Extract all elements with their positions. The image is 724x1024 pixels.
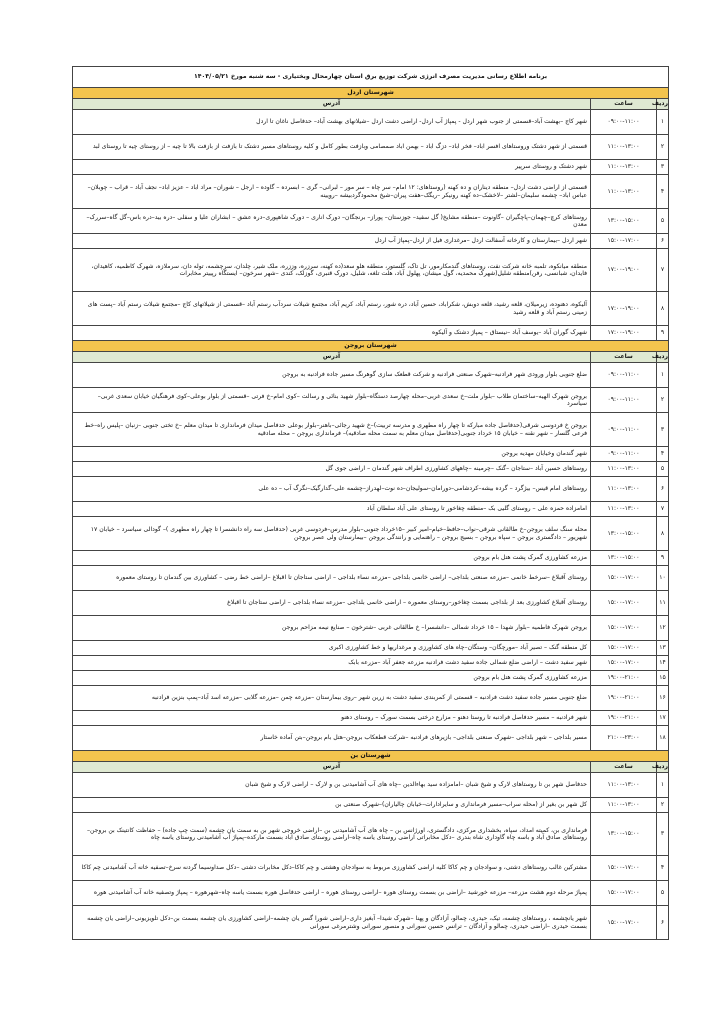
row-address: شهر گندمان وخیابان مهدیه بروجن <box>73 447 591 462</box>
row-address: کل شهر بن بغیر از (محله سراب–مسیر فرمانداری و سایرادارات–خیابان چالیاران)–شهرک صنعتی بن <box>73 798 591 813</box>
row-time: ۰۹:۰۰-۱۱:۰۰ <box>591 110 657 135</box>
row-number: ۱۴ <box>657 656 669 671</box>
table-row <box>73 135 669 160</box>
table-row <box>73 462 669 477</box>
table-row <box>73 591 669 616</box>
header-address: آدرس <box>73 99 591 110</box>
row-time: ۱۵:۰۰-۱۷:۰۰ <box>591 656 657 671</box>
section-title: شهرستان بروجن <box>73 341 669 352</box>
row-number: ۲ <box>657 388 669 413</box>
row-address: بروجن شهرک فاطمیه –بلوار شهدا – ۱۵ خرداد شمالی –دانشسرا– خ طالقانی غربی –شترخون – صنایع نیمه مزاحم بروجن <box>73 616 591 641</box>
row-number: ۵ <box>657 881 669 906</box>
row-number: ۱۵ <box>657 671 669 686</box>
header-time: ساعت <box>591 99 657 110</box>
table-row <box>73 813 669 856</box>
header-address: آدرس <box>73 352 591 363</box>
table-row <box>73 388 669 413</box>
row-time: ۱۹:۰۰-۲۱:۰۰ <box>591 711 657 726</box>
row-number: ۱ <box>657 363 669 388</box>
table-row <box>73 209 669 234</box>
row-time: ۱۵:۰۰-۱۷:۰۰ <box>591 616 657 641</box>
table-row <box>73 856 669 881</box>
table-row <box>73 249 669 292</box>
table-row <box>73 686 669 711</box>
row-time: ۰۹:۰۰-۱۱:۰۰ <box>591 447 657 462</box>
row-time: ۱۵:۰۰-۱۷:۰۰ <box>591 906 657 940</box>
row-address: قسمتی از اراضی دشت اردل– منطقه دیناران و ده کهنه (روستاهای: ۱۲ امام– سر چاه – سر مور – لبرانی– گری – ابسرده – گاوده – ارجل – شوران– مراد اباد – عزیز اباد– نجف آباد – قراب – چوبلان– عباس اباد– چشمه سلیمان–لشتر –لاخشک–ده کهنه رونیکر –ریگک–هفت پیران–شیخ محمودگردبیشه –رویینه <box>73 175 591 209</box>
title-row <box>73 67 669 88</box>
section-title: شهرستان بن <box>73 751 669 762</box>
row-address: روستای آقبلاغ –سرخط خانمی –مزرعه صنعتی بلداجی– اراضی خانمی بلداجی –مزرعه نساء بلداجی – اراضی ستاجان تا اقبلاغ –اراضی خط رضی – کشاورزی بین گندمان تا روستای معموره <box>73 566 591 591</box>
row-number: ۷ <box>657 502 669 517</box>
row-time: ۱۵:۰۰-۱۷:۰۰ <box>591 234 657 249</box>
row-address: شهر دشتک و روستای سرپیر <box>73 160 591 175</box>
row-address: مزرعه کشاورزی گمرک پشت هتل بام بروجن <box>73 551 591 566</box>
row-time: ۱۵:۰۰-۱۷:۰۰ <box>591 881 657 906</box>
section-header-row <box>73 751 669 762</box>
table-row <box>73 326 669 341</box>
row-number: ۹ <box>657 326 669 341</box>
table-row <box>73 726 669 751</box>
row-number: ۸ <box>657 517 669 551</box>
row-number: ۱ <box>657 110 669 135</box>
row-number: ۵ <box>657 209 669 234</box>
section-header-row <box>73 88 669 99</box>
row-time: ۱۳:۰۰-۱۵:۰۰ <box>591 813 657 856</box>
row-time: ۱۱:۰۰-۱۳:۰۰ <box>591 798 657 813</box>
row-address: فرمانداری بن، کمیته امداد، سپاه، بخشداری مرکزی، دادگستری، اورژانس بن – چاه های آب آشامیدنی بن –اراضی خروجی شهر بن به سمت یان چشمه (سمت چپ جاده) – حفاظت کانتینک بن بروجن–روستاهای صادق آباد و باسه چاه گاوداری شاه بندری –دکل مخابراتی اراضی روستای یاسه چاه–اراضی روستای صادق اباد بسمت مارکده–پمپاژ آب آشامیدنی روستای یاسه چاه <box>73 813 591 856</box>
row-address: ضلع جنوبی مسیر جاده سفید دشت فرادنبه – قسمتی از کمربندی سفید دشت به زرین شهر –روی بیمارستان –مزرعه چمن –مزرعه گلابی –مزرعه اسد آباد–پمپ بنزین فرادنبه <box>73 686 591 711</box>
row-number: ۳ <box>657 160 669 175</box>
row-time: ۱۱:۰۰-۱۳:۰۰ <box>591 175 657 209</box>
row-address: حدفاصل شهر بن تا روستاهای لارک و شیخ شبان –امامزاده سید بهاءالدین –چاه های آب آشامیدنی بن و لارک – اراضی لارک و شیخ شبان <box>73 773 591 798</box>
row-time: ۰۹:۰۰-۱۱:۰۰ <box>591 413 657 447</box>
row-address: ضلع جنوبی بلوار ورودی شهر فرادنبه–شهرک صنعتی فرادنبه و شرکت قطعک سازی گوهرنگ مسیر جاده فرادنبه به بروجن <box>73 363 591 388</box>
table-row <box>73 641 669 656</box>
row-time: ۱۹:۰۰-۲۱:۰۰ <box>591 686 657 711</box>
row-time: ۰۹:۰۰-۱۱:۰۰ <box>591 388 657 413</box>
row-address: روستاهای امام قیس– بیژگرد – گرده بیشه–کردشامی–دورامان–سولیجان–ده نوت–لهدراز–چشمه علی–گدارگیک–نگرگ آب – ده علی <box>73 477 591 502</box>
section-header-row <box>73 341 669 352</box>
row-time: ۱۹:۰۰-۲۱:۰۰ <box>591 671 657 686</box>
table-row <box>73 234 669 249</box>
row-address: روستای آقبلاغ کشاورزی بعد از بلداجی بسمت چغاخور–روستای معموره – اراضی خانمی بلداجی –مزرعه نساء بلداجی – اراضی ستاجان تا اقبلاغ <box>73 591 591 616</box>
row-time: ۱۱:۰۰-۱۳:۰۰ <box>591 477 657 502</box>
row-address: شهرک گوران آباد –یوسف آباد –نیستاق – پمپاژ دشتک و آلیکوه <box>73 326 591 341</box>
table-row <box>73 517 669 551</box>
table-row <box>73 502 669 517</box>
row-number: ۲ <box>657 798 669 813</box>
table-row <box>73 363 669 388</box>
row-address: شهر کاج –بهشت آباد–قسمتی از جنوب شهر اردل - پمپاژ آب اردل- اراضی دشت اردل –شیلانهای بهشت آباد– حدفاصل ناغان تا اردل <box>73 110 591 135</box>
row-time: ۱۳:۰۰-۱۵:۰۰ <box>591 209 657 234</box>
table-row <box>73 671 669 686</box>
row-address: آلیکوه، دهنوده، زیرمیلان، قلعه رشید، قلعه دوبش، شکراباد، حسین آباد، دره شور، رستم آباد، کریم آباد، مجتمع شیلات سردآب رستم آباد –قسمتی از شیلاتهای کاج –مجتمع شیلات رستم آباد –پست های زمینی رستم آباد و قلعه رشید <box>73 292 591 326</box>
row-address: شهر فرادنبه – مسیر حدفاصل فرادنبه تا روستا دهنو – مزارع درختی بسمت سورک – روستای دهنو <box>73 711 591 726</box>
row-time: ۱۵:۰۰-۱۷:۰۰ <box>591 591 657 616</box>
row-time: ۱۱:۰۰-۱۳:۰۰ <box>591 462 657 477</box>
row-address: امامزاده حمزه علی – روستای گلیی بک –منطقه چغاخور تا روستای علی آباد سلطان آباد <box>73 502 591 517</box>
row-time: ۱۳:۰۰-۱۵:۰۰ <box>591 517 657 551</box>
section-title: شهرستان اردل <box>73 88 669 99</box>
row-number: ۴ <box>657 175 669 209</box>
row-number: ۶ <box>657 234 669 249</box>
header-time: ساعت <box>591 762 657 773</box>
row-number: ۴ <box>657 856 669 881</box>
table-row <box>73 566 669 591</box>
row-time: ۱۱:۰۰-۱۳:۰۰ <box>591 773 657 798</box>
row-address: منطقه میانکوه، تلمبه خانه شرکت نفت، روستاهای گندمکارمور، تل تاک، گلستور، منطقه هلو سعد(ده کهنه، سرزره، وززره، ملک شیر، چلدان، سرچشمه، توله دان، سرملازه، شهرک کاظمیه، کاهیدان، فایدان، شبانسی، رفن)منطقه شلیل(شهرک محمدیه، گول میشان، پهلول آباد، هلت تلغه، شلیل، دورک قنبری، گوزلک، کندی –شهر سرخون– ایستگاه رپییتر مخابرات <box>73 249 591 292</box>
row-number: ۱۳ <box>657 641 669 656</box>
table-row <box>73 711 669 726</box>
table-row <box>73 110 669 135</box>
row-address: کل منطقه گنک – تصیر آباد –مورچگان– وستگان–چاه های کشاورزی و مرغداریها و خط کشاورزی اکبری <box>73 641 591 656</box>
header-time: ساعت <box>591 352 657 363</box>
row-address: روستاهای حسین آباد –ستاجان –گنک –چرمینه –چاههای کشاورزی اطراف شهر گندمان – اراضی جوی گل <box>73 462 591 477</box>
row-number: ۶ <box>657 477 669 502</box>
row-number: ۸ <box>657 292 669 326</box>
row-number: ۱۷ <box>657 711 669 726</box>
row-time: ۱۷:۰۰-۱۹:۰۰ <box>591 292 657 326</box>
row-time: ۱۱:۰۰-۱۳:۰۰ <box>591 160 657 175</box>
row-number: ۱۲ <box>657 616 669 641</box>
column-header-row <box>73 99 669 110</box>
row-number: ۷ <box>657 249 669 292</box>
row-number: ۶ <box>657 906 669 940</box>
row-time: ۱۵:۰۰-۱۷:۰۰ <box>591 641 657 656</box>
row-number: ۱۸ <box>657 726 669 751</box>
table-row <box>73 906 669 940</box>
row-time: ۱۷:۰۰-۱۹:۰۰ <box>591 326 657 341</box>
table-row <box>73 616 669 641</box>
page-title: برنامه اطلاع رسانی مدیریت مصرف انرژی شرکت توزیع برق استان چهارمحال وبختیاری - سه شنبه مورخ ۱۴۰۴/۰۵/۲۱ <box>73 67 669 88</box>
row-number: ۱۰ <box>657 566 669 591</box>
header-num: ردیف <box>657 352 669 363</box>
table-row <box>73 175 669 209</box>
row-address: محله سنگ سلف بروجن–خ طالقانی شرقی–نواب–حافظ–خیام–امیر کبیر –۱۵خرداد جنوبی–بلوار مدرس–فردوسی غربی (حدفاصل سه راه دانشسرا تا چهار راه مطهری )– گودالی سیاسرد – خیابان ۱۷ شهریور – دادگستری بروجن – سپاه بروجن – بسیج بروجن – راهنمایی و رانندگی بروجن –بیمارستان ولی عصر بروجن <box>73 517 591 551</box>
row-time: ۱۳:۰۰-۱۵:۰۰ <box>591 551 657 566</box>
table-row <box>73 656 669 671</box>
row-address: شهر یانچشمه ، روستاهای چشمه، تیک، حیدری، چمالو، آزادگان و پهنا –شهرک شیدا– آبغیز داری–اراضی شورا گسر یان چشمه–اراضی کشاورزی یان چشمه بسمت بن–دکل تلویزیونی–اراضی یان چشمه بسمت حیدری –اراضی حیدری، چمالو و آزادگان – ترانس حسین سورانی و منصور سورانی وشترمرغی سورانی <box>73 906 591 940</box>
table-row <box>73 773 669 798</box>
table-row <box>73 881 669 906</box>
table-row <box>73 798 669 813</box>
row-number: ۴ <box>657 447 669 462</box>
row-number: ۳ <box>657 813 669 856</box>
row-address: روستاهای کرچ–چهمان–پاچگیران –گاونوت –منطقه مشایخ( گل سفید– جوزستان– پوراز– برنجگان– دورک اناری – دورک شاهپوری–دره عشق – ابشاران علیا و سفلی –دره بید–دره باس–گل گاه–سررک–معدن <box>73 209 591 234</box>
header-address: آدرس <box>73 762 591 773</box>
row-number: ۱ <box>657 773 669 798</box>
row-address: قسمتی از شهر دشتک وروستاهای افسر اباد– فخر اباد– دزگ اباد – بهمن اباد صمصامی وبازفت بطور کامل و کلیه روستاهای مسیر دشتک تا بازفت از بازفت بالا تا چیه – از روستای چیه تا روستای لبد <box>73 135 591 160</box>
row-number: ۳ <box>657 413 669 447</box>
row-time: ۲۱:۰۰-۲۳:۰۰ <box>591 726 657 751</box>
row-address: بروجن خ فردوسی شرقی(حدفاصل جاده مبارکه تا چهار راه مطهری و مدرسه تربیت)–خ شهید رجائی–باهنر–بلوار بوعلی حدفاصل میدان فرمانداری تا میدان معلم –خ تختی جنوبی –زنبان –پلیس راه–خط فرعی گلسار – شهر نقنه – خیابان ۱۵ خرداد جنوبی(حدفاصل میدان معلم به سمت محله صادقیه)– فرمانداری بروجن – محله صادقیه <box>73 413 591 447</box>
table-row <box>73 477 669 502</box>
row-time: ۱۵:۰۰-۱۷:۰۰ <box>591 566 657 591</box>
row-address: بروجن شهرک الهیه–ساختمان طلاب –بلوار ملت–خ سعدی غربی–محله چهارصد دستگاه–بلوار شهید بنائی و رسالت –کوی امام–خ فرتی –قسمتی از بلوار بوعلی–کوی فرهنگیان خیابان سعدی غربی– سیاسرد <box>73 388 591 413</box>
row-time: ۱۷:۰۰-۱۹:۰۰ <box>591 249 657 292</box>
row-number: ۲ <box>657 135 669 160</box>
table-row <box>73 413 669 447</box>
table-row <box>73 160 669 175</box>
schedule-sheet <box>72 66 669 999</box>
row-time: ۱۵:۰۰-۱۷:۰۰ <box>591 856 657 881</box>
header-num: ردیف <box>657 762 669 773</box>
row-address: شهر اردل –بیمارستان و کارخانه آسفالت اردل –مرغداری فیل از اردل–پمپاژ آب اردل <box>73 234 591 249</box>
table-row <box>73 551 669 566</box>
row-address: مسیر بلداجی – شهر بلداجی –شهرک صنعتی بلداجی– بازیرهای فرادنبه –شرکت قطعکاب بروجن–هتل بام بروجن–بتن آماده خاستار <box>73 726 591 751</box>
row-address: پمپاژ مرحله دوم هشت مزرعه– مزرعه خورشید –اراضی بن بسمت روستای هوره –اراضی روستای هوره – اراضی حدفاصل هوره بسمت یاسه چاه–شهرهوره – پمپاژ وتصفیه خانه آب آشامیدنی هوره <box>73 881 591 906</box>
row-number: ۱۱ <box>657 591 669 616</box>
row-time: ۰۹:۰۰-۱۱:۰۰ <box>591 363 657 388</box>
row-time: ۱۱:۰۰-۱۳:۰۰ <box>591 502 657 517</box>
row-number: ۱۶ <box>657 686 669 711</box>
table-row <box>73 447 669 462</box>
row-address: مشترکین غالب روستاهای دشتی، و سوادجان و چم کاکا کلیه اراضی کشاورزی مربوط به سوادجان وهشتی و چم کاکا–دکل مخابرات دشتی –دکل صداوسیما گردنه سرخ–تصفیه خانه آب آشامیدنی چم کاکا <box>73 856 591 881</box>
row-time: ۱۱:۰۰-۱۳:۰۰ <box>591 135 657 160</box>
row-number: ۵ <box>657 462 669 477</box>
row-address: مزرعه کشاورزی گمرک پشت هتل بام بروجن <box>73 671 591 686</box>
row-number: ۹ <box>657 551 669 566</box>
row-address: شهر سفید دشت – اراضی ضلع شمالی جاده سفید دشت فرادنبه مزرعه جعفر آباد –مزرعه بابک <box>73 656 591 671</box>
column-header-row <box>73 762 669 773</box>
table-row <box>73 292 669 326</box>
column-header-row <box>73 352 669 363</box>
schedule-table <box>72 66 669 940</box>
header-num: ردیف <box>657 99 669 110</box>
